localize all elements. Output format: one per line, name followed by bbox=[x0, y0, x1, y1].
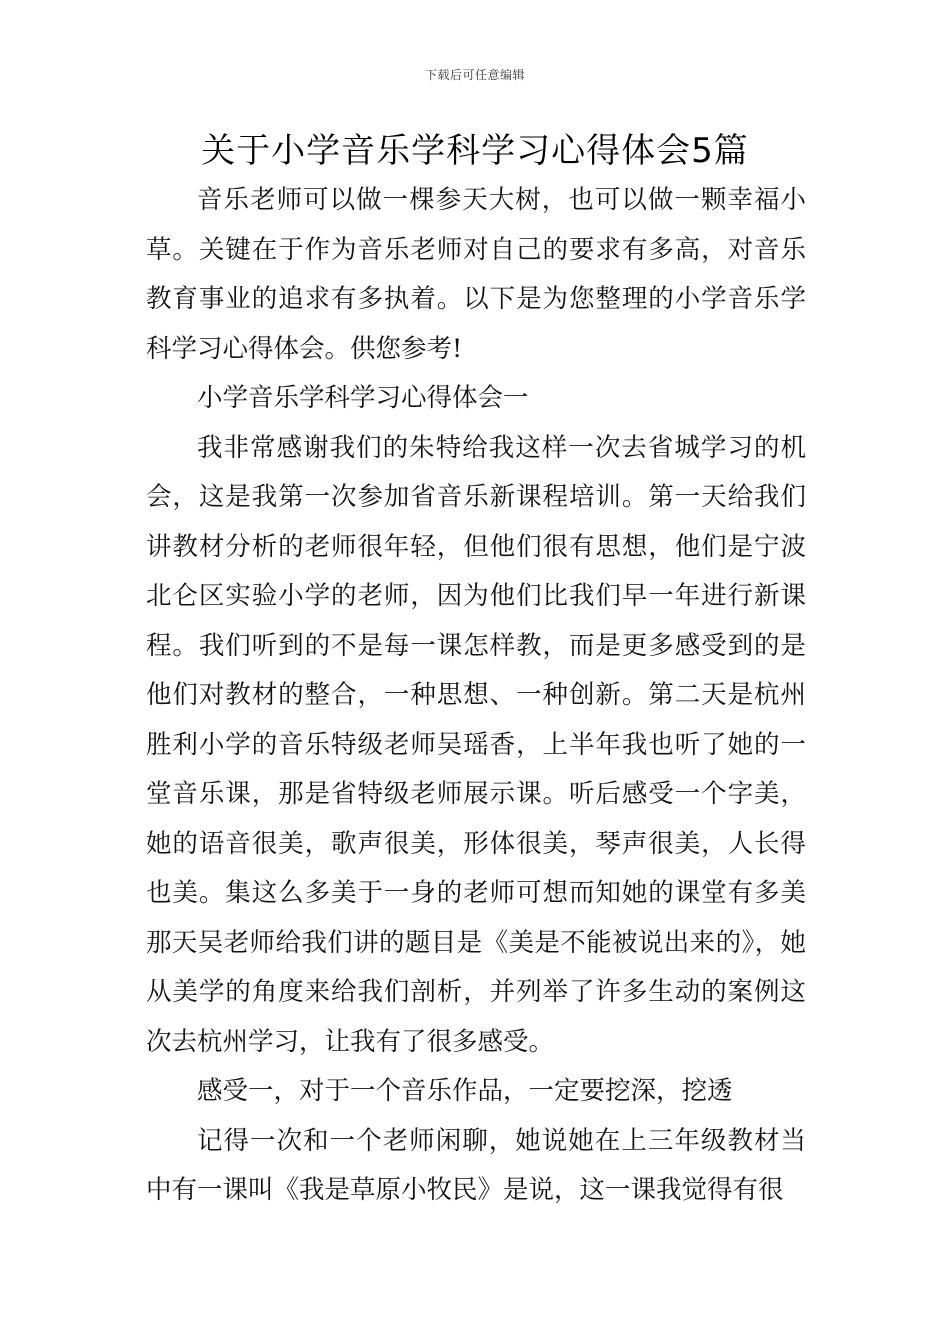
header-note: 下载后可任意编辑 bbox=[424, 68, 525, 82]
document-body bbox=[146, 176, 806, 1216]
paragraph-intro: 音乐老师可以做一棵参天大树，也可以做一颗幸福小草。关键在于作为音乐老师对自己的要求有多高，对音乐教育事业的追求有多执着。以下是为您整理的小学音乐学科学习心得体会。供您参考! bbox=[146, 185, 806, 364]
section-heading-1: 小学音乐学科学习心得体会一 bbox=[197, 383, 529, 413]
paragraph-main: 我非常感谢我们的朱特给我这样一次去省城学习的机会，这是我第一次参加省音乐新课程培训。第一天给我们讲教材分析的老师很年轻，但他们很有思想，他们是宁波北仑区实验小学的老师，因为他们比我们早一年进行新课程。我们听到的不是每一课怎样教，而是更多感受到的是他们对教材的整合，一种思想、一种创新。第二天是杭州胜利小学的音乐特级老师吴瑶香，上半年我也听了她的一堂音乐课，那是省特级老师展示课。听后感受一个字美，她的语音很美，歌声很美，形体很美，琴声很美，人长得也美。集这么多美于一身的老师可想而知她的课堂有多美那天吴老师给我们讲的题目是《美是不能被说出来的》，她从美学的角度来给我们剖析，并列举了许多生动的案例这次去杭州学习，让我有了很多感受。 bbox=[146, 432, 806, 1057]
paragraph-feeling-1: 感受一，对于一个音乐作品，一定要挖深，挖透 bbox=[197, 1076, 733, 1106]
paragraph-recollection: 记得一次和一个老师闲聊，她说她在上三年级教材当中有一课叫《我是草原小牧民》是说，这一课我觉得有很 bbox=[146, 1125, 806, 1205]
document-title: 关于小学音乐学科学习心得体会5篇 bbox=[201, 131, 749, 171]
